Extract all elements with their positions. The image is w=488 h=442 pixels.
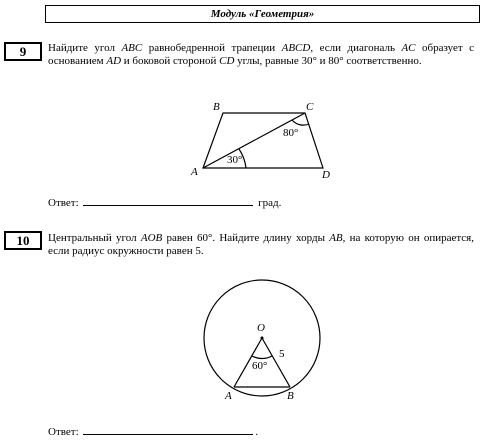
center-point [261,337,264,340]
label-a: A [191,166,198,178]
label-d: D [322,169,330,181]
radius-label: 5 [279,348,285,360]
task-10-answer: Ответ: . [48,426,259,438]
module-header: Модуль «Геометрия» [45,5,480,23]
task-9-text: Найдите угол ABC равнобедренной трапеции ABCD, если диагональ AC образует с основанием AD и боковой стороной CD углы, равные 30° и 80° соответственно. [48,42,475,67]
trapezoid-shape [203,113,323,168]
angle-arc-o [252,356,272,359]
label-o: O [257,322,265,334]
angle-arc-c [292,120,309,125]
angle-label-60: 60° [252,360,268,372]
label-b-circle: B [287,390,294,402]
task-9-number: 9 [4,42,42,61]
task-9-answer: Ответ: град. [48,197,282,209]
label-b: B [213,101,220,113]
answer-field-10[interactable] [83,425,253,435]
angle-label-30: 30° [227,154,243,166]
angle-label-80: 80° [283,127,299,139]
diagonal-ac [203,113,305,168]
label-a-circle: A [225,390,232,402]
answer-field-9[interactable] [83,196,253,206]
task-10-text: Центральный угол AOB равен 60°. Найдите длину хорды AB, на которую он опирается, если радиус окружности равен 5. [48,232,474,257]
label-c: C [306,101,314,113]
task-10-number: 10 [4,231,42,250]
